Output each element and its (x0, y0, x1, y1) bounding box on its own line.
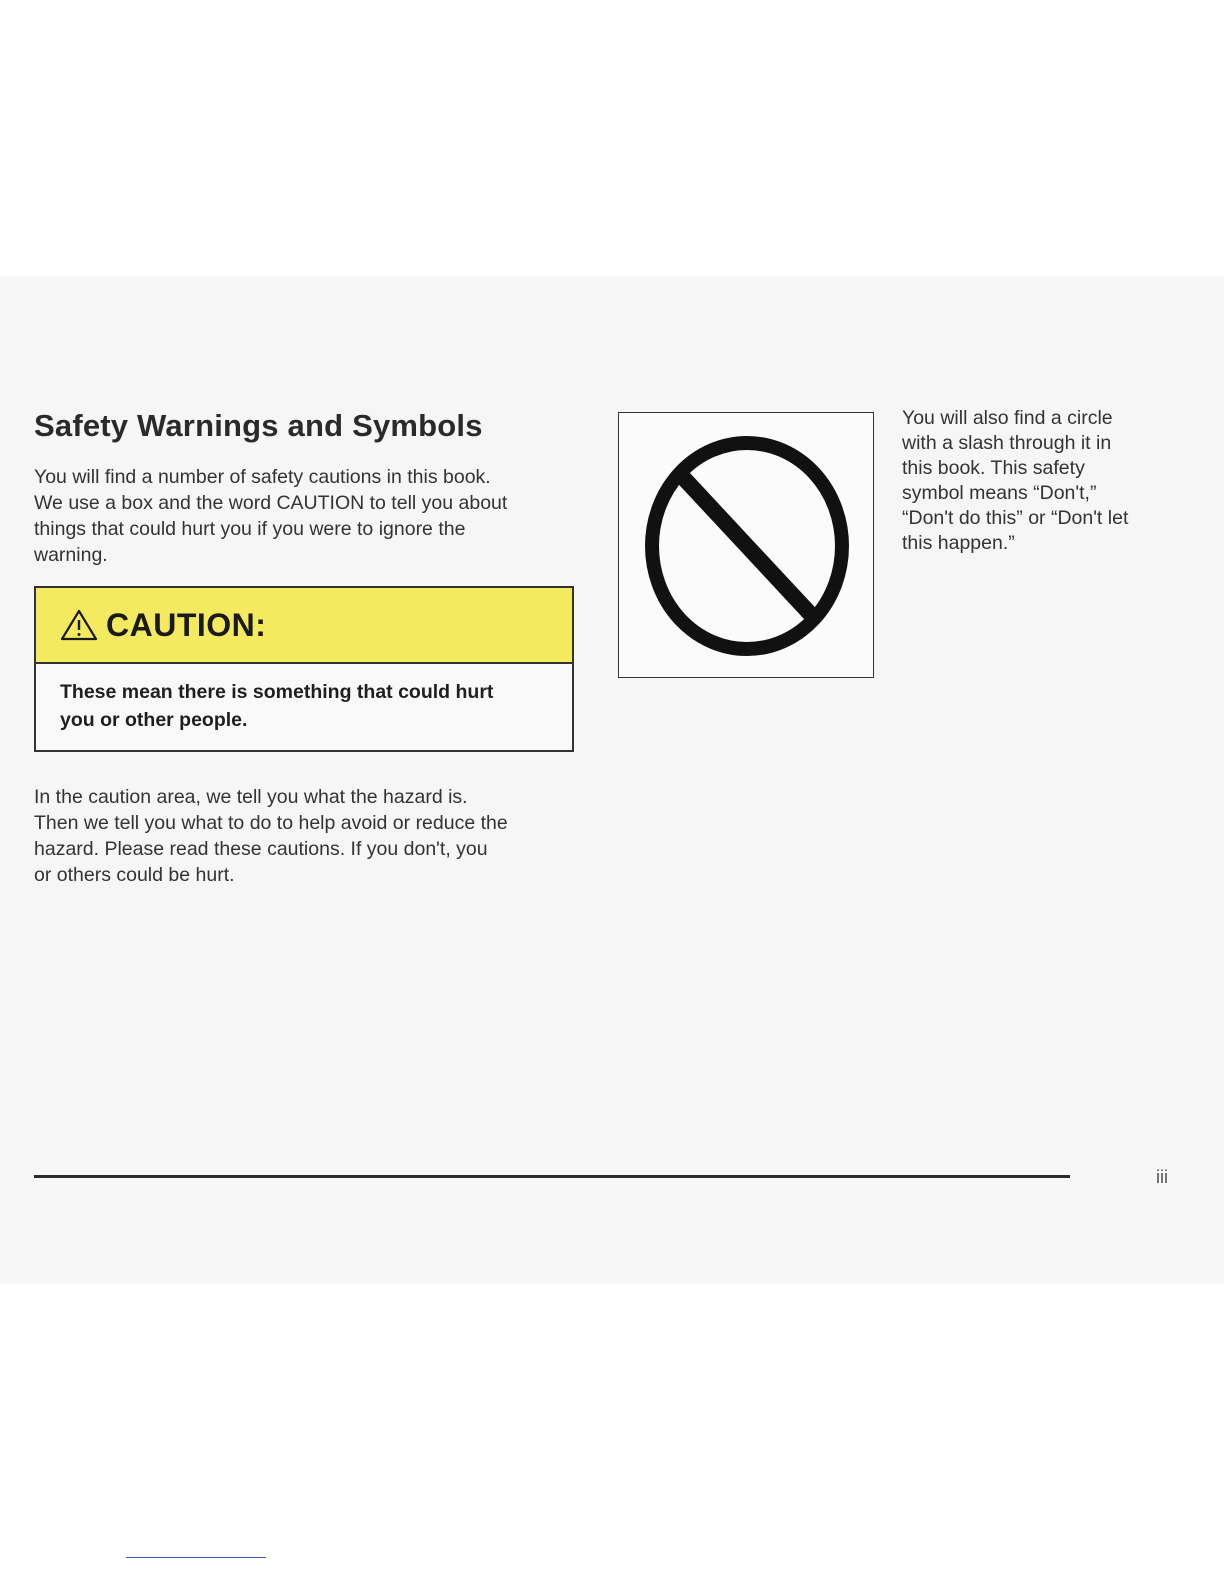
caution-box (34, 586, 574, 752)
intro-line: warning. (34, 544, 108, 566)
hazard-paragraph (34, 784, 579, 888)
section-title: Safety Warnings and Symbols (34, 408, 483, 443)
hazard-line: In the caution area, we tell you what the hazard is. (34, 786, 468, 808)
hazard-line: Then we tell you what to do to help avoid or reduce the (34, 812, 508, 834)
page-number: iii (1156, 1167, 1168, 1187)
intro-line: things that could hurt you if you were to ignore the (34, 518, 466, 540)
intro-line: You will find a number of safety cautions in this book. (34, 466, 491, 488)
symbol-line: this book. This safety (902, 457, 1085, 479)
warning-triangle-icon (60, 609, 98, 641)
caution-body-line: you or other people. (60, 709, 248, 731)
symbol-paragraph (902, 406, 1182, 556)
caution-body (36, 664, 572, 734)
hazard-line: hazard. Please read these cautions. If you don't, you (34, 838, 488, 860)
caution-label: CAUTION: (106, 606, 267, 643)
symbol-line: You will also find a circle (902, 407, 1113, 429)
symbol-line: symbol means “Don't,” (902, 482, 1097, 504)
caution-body-line: These mean there is something that could hurt (60, 681, 494, 703)
circle-slash-icon (641, 431, 853, 661)
symbol-line: with a slash through it in (902, 432, 1112, 454)
footer-rule (34, 1175, 1070, 1178)
symbol-line: “Don't do this” or “Don't let (902, 507, 1129, 529)
intro-paragraph (34, 464, 579, 568)
symbol-line: this happen.” (902, 532, 1015, 554)
hazard-line: or others could be hurt. (34, 864, 235, 886)
symbol-frame (618, 412, 874, 678)
link-underline (126, 1557, 266, 1558)
caution-header (36, 588, 572, 664)
intro-line: We use a box and the word CAUTION to tell you about (34, 492, 508, 514)
